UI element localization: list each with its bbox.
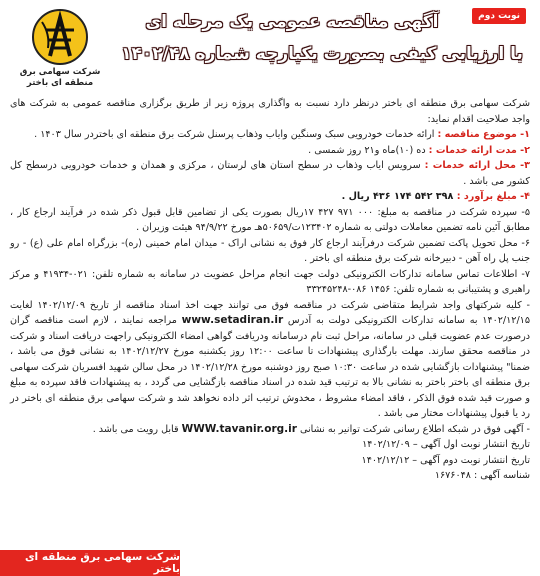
footer-company-banner: شرکت سهامی برق منطقه ای باختر (0, 550, 180, 576)
item-deposit (10, 205, 530, 236)
publish-date-second: تاریخ انتشار نوبت دوم آگهی – ۱۴۰۲/۱۲/۱۲ (361, 454, 530, 466)
item-text: سرویس ایاب وذهاب در سطح استان های لرستان ، مرکزی و همدان و خدمات خودرویی درسطح کل کشور می باشد . (10, 160, 530, 187)
item-label: ۴- مبلغ برآورد : (456, 191, 530, 202)
item-text: ده (۱۰)ماه و۲۱ روز شمسی . (308, 144, 429, 156)
item-estimate (10, 189, 530, 205)
title-line-1: آگهی مناقصه عمومی یک مرحله ای (145, 12, 439, 32)
item-text: ۵- سپرده شرکت در مناقصه به مبلغ: ۰۰۰ ۹۷۱ ۴۲۷ ۱۷ریال بصورت یکی از تضامین قابل قبول ذکر شده در فرآیند ارجاع کار ، مطابق آئین نامه تضمین معاملات دولتی به شماره ۱۲۳۴۰۲ت/۵۰۶۵۹هـ مورخ ۹۴/۹/۲۲ هیئت وزیران . (10, 206, 530, 233)
title-line-2: با ارزیابی کیفی بصورت یکپارچه شماره ۱۴۰۲/۴۸ (121, 44, 523, 64)
setadiran-link[interactable]: www.setadiran.ir (181, 314, 284, 326)
ad-note-start: - آگهی فوق در شبکه اطلاع رسانی شرکت توانیر به نشانی (296, 423, 530, 435)
item-label: ۳- محل ارائه خدمات : (424, 160, 531, 171)
second-publication-badge: نوبت دوم (472, 8, 526, 24)
item-location (10, 158, 530, 189)
publish-date-first: تاریخ انتشار نوبت اول آگهی – ۱۴۰۲/۱۲/۰۹ (362, 439, 530, 450)
dates-text-end: مراجعه نمایند ، لازم است مناقصه گران درصورت عدم عضویت قبلی در سامانه، مراحل ثبت نام درسامانه ودریافت گواهی امضاء الکترونیکی راجهت دریافت اسناد و شرکت در مناقصه محقق سازند. مهلت بارگذاری پیشنهادات تا ساعت ۱۲:۰۰ روز یکشنبه مورخ ۱۴۰۲/۱۲/۲۷ به نشانی فوق می باشد ، ضمنا" پیشنهادات بازگشایی شده در ساعت ۱۰:۳۰ صبح روز دوشنبه مورخ ۱۴۰۲/۱۲/۲۸ در محل سالن شهید افسریان شرکت سهامی برق منطقه ای باختر باختر به نشانی بالا به ترتیب قید شده در اسناد مناقصه بازگشایی می گردد ، به پیشنهادات فاقد سپرده به مبلغ و صورت قید شده فوق الذکر ، فاقد امضاء مشروط ، مخدوش ترتیب اثر داده نخواهد شد و شرکت سهامی برق منطقه ای باختر در رد یا قبول پیشنهادات مختار می باشد . (10, 315, 531, 419)
notice-id: شناسه آگهی : ۱۶۷۶۰۴۸ (434, 470, 530, 481)
item-label: ۱- موضوع مناقصه : (437, 129, 530, 140)
item-subject (10, 127, 530, 143)
item-text: ۷- اطلاعات تماس سامانه تدارکات الکترونیکی دولت جهت انجام مراحل عضویت در سامانه به شماره تلفن: ۰۲۱-۴۱۹۳۴ و مرکز راهبری و پشتیبانی به شماره تلفن: ۱۴۵۶ ۰۸۶-۳۳۲۴۵۲۴۸ (10, 268, 531, 295)
dates-text-start: - کلیه شرکتهای واجد شرایط متقاضی شرکت در مناقصه فوق می توانند جهت اخذ اسناد مناقصه از تاریخ ۱۴۰۲/۱۲/۰۹ لغایت ۱۴۰۲/۱۲/۱۵ به سامانه تدارکات الکترونیکی دولت به آدرس (10, 299, 530, 326)
header (8, 4, 532, 96)
intro-paragraph: شرکت سهامی برق منطقه ای باختر درنظر دارد نسبت به واگذاری پروژه زیر از طریق برگزاری مناقصه عمومی به شرکت های واجد صلاحیت اقدام نماید: (10, 98, 530, 125)
title-block (112, 6, 532, 74)
item-text: ۳۹۸ ۵۴۲ ۱۷۴ ۴۳۶ ریال . (341, 191, 457, 202)
item-text: ۶- محل تحویل پاکت تضمین شرکت درفرآیند ارجاع کار فوق به نشانی اراک - میدان امام خمینی (ره)- بزرگراه امام علی (ع) - رو جنب پل راه آهن - دبیرخانه شرکت برق منطقه ای باختر . (10, 237, 530, 264)
logo-company-name: شرکت سهامی برق منطقه ای باختر (19, 67, 101, 88)
power-tower-logo-icon (28, 8, 92, 66)
company-logo (12, 8, 108, 94)
ad-note-end: قابل رویت می باشد . (92, 423, 182, 435)
dates-paragraph (10, 298, 530, 422)
notice-body (8, 96, 532, 484)
item-delivery (10, 236, 530, 267)
item-contact (10, 267, 530, 298)
item-duration (10, 143, 530, 159)
item-text: ارائه خدمات خودرویی سبک وسنگین وایاب وذهاب پرسنل شرکت برق منطقه ای باختردر سال ۱۴۰۳ . (34, 129, 438, 140)
item-label: ۲- مدت ارائه خدمات : (428, 144, 530, 156)
tavanir-link[interactable]: WWW.tavanir.org.ir (181, 422, 297, 435)
ad-note (10, 422, 530, 438)
